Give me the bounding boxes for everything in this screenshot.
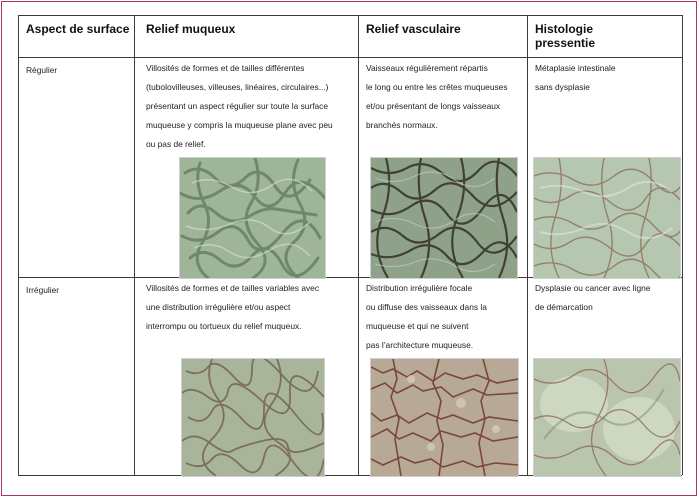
row2-muqueux-line: une distribution irrégulière et/ou aspect [146, 302, 291, 312]
row1-muqueux-line: Villosités de formes et de tailles différentes [146, 63, 305, 73]
row2-vasculaire-line: muqueuse et qui ne suivent [366, 321, 469, 331]
header-histologie-line2: pressentie [535, 36, 596, 50]
header-relief-muqueux: Relief muqueux [146, 22, 236, 36]
row1-muqueux-line: muqueuse y compris la muqueuse plane avec peu [146, 120, 333, 130]
row1-vasculaire-line: Vaisseaux régulièrement répartis [366, 63, 488, 73]
header-divider [18, 57, 682, 58]
col-divider-3 [527, 15, 528, 475]
table-border-top [18, 15, 682, 16]
row2-histologie-line: Dysplasie ou cancer avec ligne [535, 283, 651, 293]
row2-histologie-line: de démarcation [535, 302, 593, 312]
col-divider-1 [134, 15, 135, 475]
row1-vasculaire [366, 59, 508, 135]
row2-histologie [535, 279, 650, 317]
row1-vasculaire-line: le long ou entre les crêtes muqueuses [366, 82, 508, 92]
row1-histologie-line: Métaplasie intestinale [535, 63, 616, 73]
row1-aspect: Régulier [26, 65, 58, 75]
row2-muqueux [146, 279, 319, 336]
row2-vasculaire-line: Distribution irrégulière focale [366, 283, 473, 293]
row2-muqueux-line: interrompu ou tortueux du relief muqueux. [146, 321, 302, 331]
endoscopy-image-regular-mucosa [179, 157, 326, 279]
header-aspect: Aspect de surface [26, 22, 130, 36]
header-histologie [535, 22, 595, 50]
endoscopy-image-irregular-histology [533, 358, 681, 477]
endoscopy-image-regular-histology [533, 157, 681, 279]
row1-muqueux [146, 59, 333, 154]
row1-muqueux-line: présentant un aspect régulier sur toute la surface [146, 101, 329, 111]
endoscopy-image-irregular-vessels [370, 358, 519, 477]
row1-muqueux-line: ou pas de relief. [146, 139, 206, 149]
row1-vasculaire-line: branchés normaux. [366, 120, 438, 130]
table-border-right [682, 15, 683, 475]
table-border-left [18, 15, 19, 475]
row2-vasculaire-line: ou diffuse des vaisseaux dans la [366, 302, 487, 312]
header-relief-vasculaire: Relief vasculaire [366, 22, 461, 36]
row1-muqueux-line: (tubolovilleuses, villeuses, linéaires, circulaires...) [146, 82, 329, 92]
col-divider-2 [358, 15, 359, 475]
row2-muqueux-line: Villosités de formes et de tailles variables avec [146, 283, 320, 293]
row1-histologie [535, 59, 616, 97]
row1-histologie-line: sans dysplasie [535, 82, 590, 92]
row2-vasculaire [366, 279, 487, 355]
endoscopy-image-irregular-mucosa [181, 358, 325, 477]
row2-aspect: Irrégulier [26, 285, 60, 295]
endoscopy-image-regular-vessels [370, 157, 518, 279]
header-histologie-line1: Histologie [535, 22, 594, 36]
row2-vasculaire-line: pas l’architecture muqueuse. [366, 340, 474, 350]
row1-vasculaire-line: et/ou présentant de longs vaisseaux [366, 101, 501, 111]
